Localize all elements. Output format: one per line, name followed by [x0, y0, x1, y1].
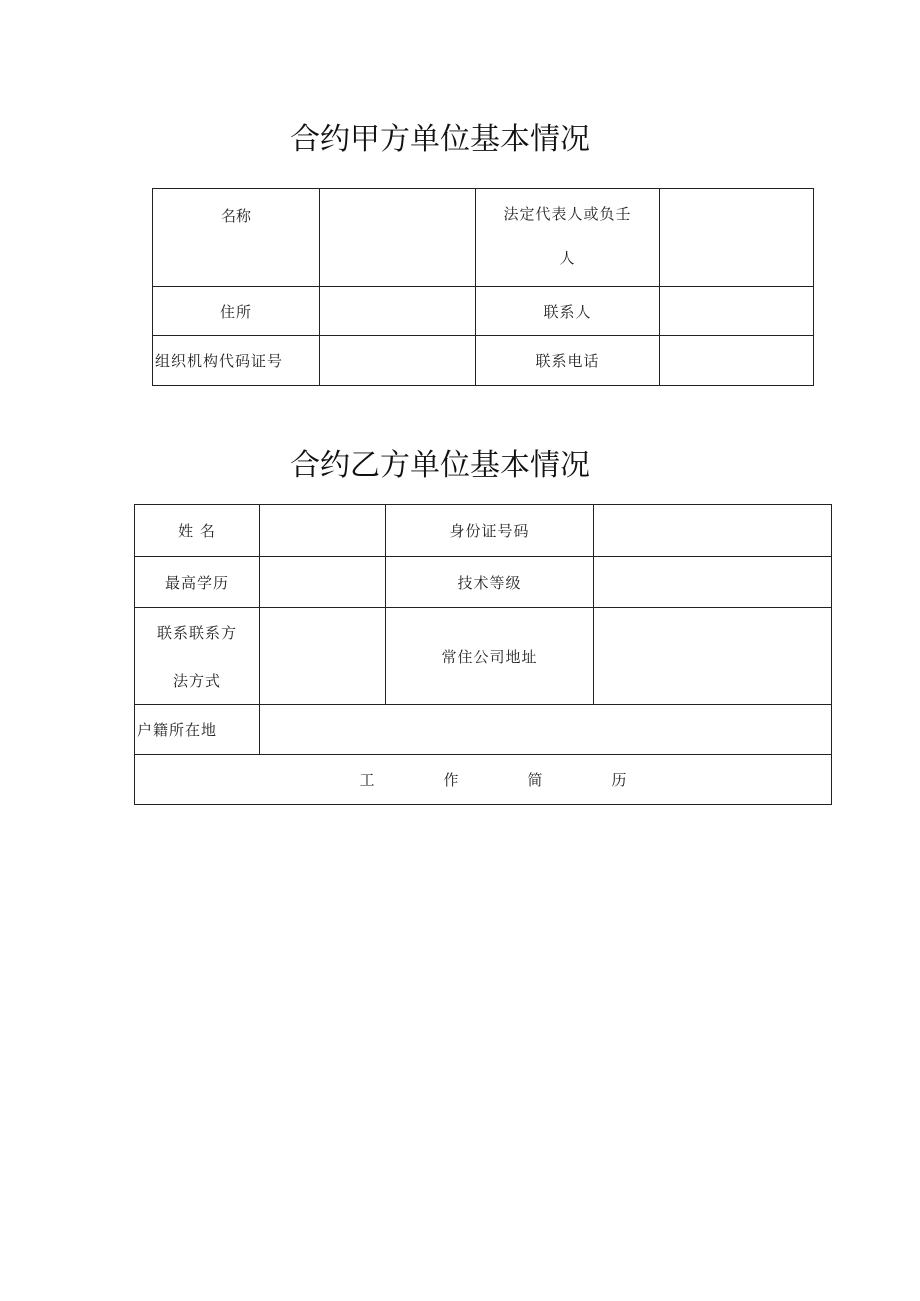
party-b-table [134, 504, 832, 805]
party-b-household-field[interactable] [260, 705, 832, 755]
party-a-contact-label: 联系人 [476, 287, 660, 336]
party-b-id-label: 身份证号码 [386, 505, 594, 557]
party-a-address-field[interactable] [320, 287, 476, 336]
party-a-name-label: 名称 [153, 189, 320, 287]
party-b-id-field[interactable] [594, 505, 832, 557]
party-b-tech-level-label: 技术等级 [386, 557, 594, 608]
party-b-education-label: 最高学历 [135, 557, 260, 608]
party-b-contact-method-label-line2: 法方式 [172, 672, 221, 690]
party-b-contact-method-label [135, 608, 260, 705]
party-a-legal-rep-label-line1: 法定代表人或负壬 [503, 205, 632, 223]
work-history-char: 工 [359, 771, 375, 789]
party-a-legal-rep-label-line2: 人 [559, 249, 576, 267]
party-a-name-field[interactable] [320, 189, 476, 287]
party-a-phone-field[interactable] [660, 336, 814, 386]
party-b-education-field[interactable] [260, 557, 386, 608]
party-b-name-field[interactable] [260, 505, 386, 557]
party-b-contact-method-label-line1: 联系联系方 [156, 624, 237, 642]
party-a-org-code-field[interactable] [320, 336, 476, 386]
party-b-name-label: 姓 名 [135, 505, 260, 557]
party-b-work-history-header [135, 755, 832, 805]
party-a-address-label: 住所 [153, 287, 320, 336]
work-history-char: 简 [527, 771, 543, 789]
party-b-title: 合约乙方单位基本情况 [290, 448, 590, 483]
work-history-char: 作 [443, 771, 459, 789]
party-a-phone-label: 联系电话 [476, 336, 660, 386]
party-a-title: 合约甲方单位基本情况 [290, 122, 590, 157]
party-b-company-address-label: 常住公司地址 [386, 608, 594, 705]
party-b-contact-method-field[interactable] [260, 608, 386, 705]
party-a-org-code-label: 组织机构代码证号 [153, 336, 320, 386]
party-b-company-address-field[interactable] [594, 608, 832, 705]
work-history-char: 历 [611, 771, 627, 789]
party-a-legal-rep-label [476, 189, 660, 287]
party-a-table [152, 188, 814, 386]
party-b-household-label: 户籍所在地 [135, 705, 260, 755]
party-a-contact-field[interactable] [660, 287, 814, 336]
party-b-tech-level-field[interactable] [594, 557, 832, 608]
party-a-legal-rep-field[interactable] [660, 189, 814, 287]
